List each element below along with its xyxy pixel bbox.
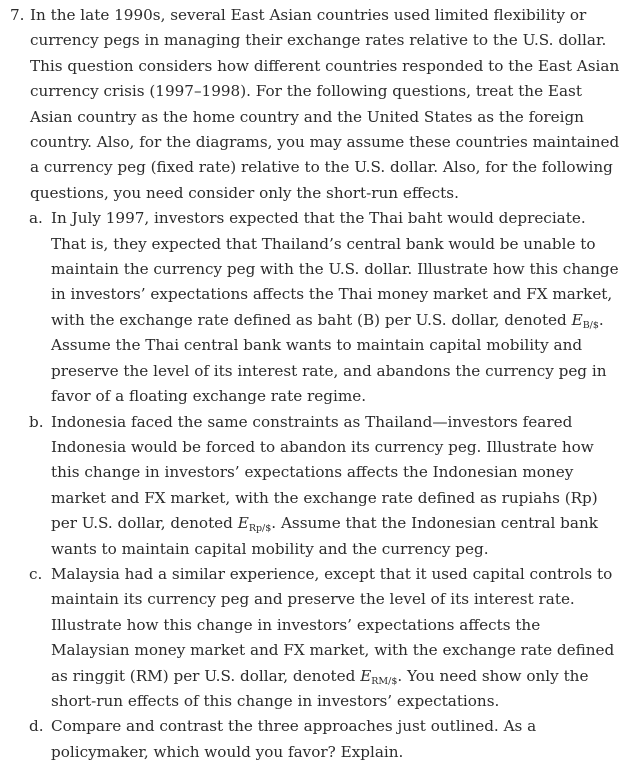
part-text-after: . Assume the Thai central bank wants to maintain capital mobility and preserve the level of its interest rate, and abandons the currency peg in favor of a floating exchange rate regime.: [51, 310, 607, 406]
part-text-before: Indonesia faced the same constraints as Thailand—investors feared Indonesia would be forced to abandon its currency peg. Illustrate how this change in investors’ expectations affects the Indonesian money market and FX market, with the exchange rate defined as rupiahs (Rp) per U.S. dollar, denoted: [51, 412, 598, 533]
exchange-rate-subscript: Rp/$: [248, 523, 272, 535]
question-parts: [29, 206, 625, 765]
part-b: [29, 410, 625, 562]
part-label: c.: [29, 564, 43, 583]
part-d: [29, 714, 625, 765]
part-text: [51, 714, 623, 765]
exchange-rate-subscript: B/$: [582, 319, 599, 331]
part-text-after: . You need show only the short-run effects of this change in investors’ expectations.: [51, 666, 589, 710]
exchange-rate-subscript: RM/$: [371, 675, 398, 687]
part-text: [51, 562, 623, 714]
exchange-rate-symbol: E: [360, 666, 372, 685]
question-intro: In the late 1990s, several East Asian countries used limited flexibility or currency pegs in managing their exchange rates relative to the U.S. dollar. This question considers how different countries responded to the East Asian currency crisis (1997–1998). For the following questions, treat the East Asian country as the home country and the United States as the foreign country. Also, for the diagrams, you may assume these countries maintained a currency peg (fixed rate) relative to the U.S. dollar. Also, for the following questions, you need consider only the short-run effects.: [30, 6, 620, 202]
exchange-rate-symbol: E: [571, 310, 583, 329]
part-label: a.: [29, 209, 43, 228]
question-number: 7.: [10, 6, 25, 24]
part-c: [29, 562, 625, 714]
part-text-before: Malaysia had a similar experience, except that it used capital controls to maintain its currency peg and preserve the level of its interest rate. Illustrate how this change in investors’ expectations affects the Malaysian money market and FX market, with the exchange rate defined as ringgit (RM) per U.S. dollar, denoted: [51, 564, 615, 685]
part-text: [51, 206, 623, 409]
question-body: [30, 3, 625, 765]
part-text-before: Compare and contrast the three approaches just outlined. As a policymaker, which would you favor? Explain.: [51, 717, 537, 761]
part-a: [29, 206, 625, 409]
part-text-before: In July 1997, investors expected that the Thai baht would depreciate. That is, they expected that Thailand’s central bank would be unable to maintain the currency peg with the U.S. dollar. Illustrate how this change in investors’ expectations affects the Thai money market and FX market, with the exchange rate defined as baht (B) per U.S. dollar, denoted: [51, 209, 619, 329]
part-label: b.: [29, 412, 44, 431]
question-7: [10, 3, 635, 765]
exchange-rate-symbol: E: [237, 514, 249, 533]
part-text: [51, 410, 623, 562]
part-text-after: . Assume that the Indonesian central bank wants to maintain capital mobility and the currency peg.: [51, 514, 598, 558]
part-label: d.: [29, 717, 44, 736]
